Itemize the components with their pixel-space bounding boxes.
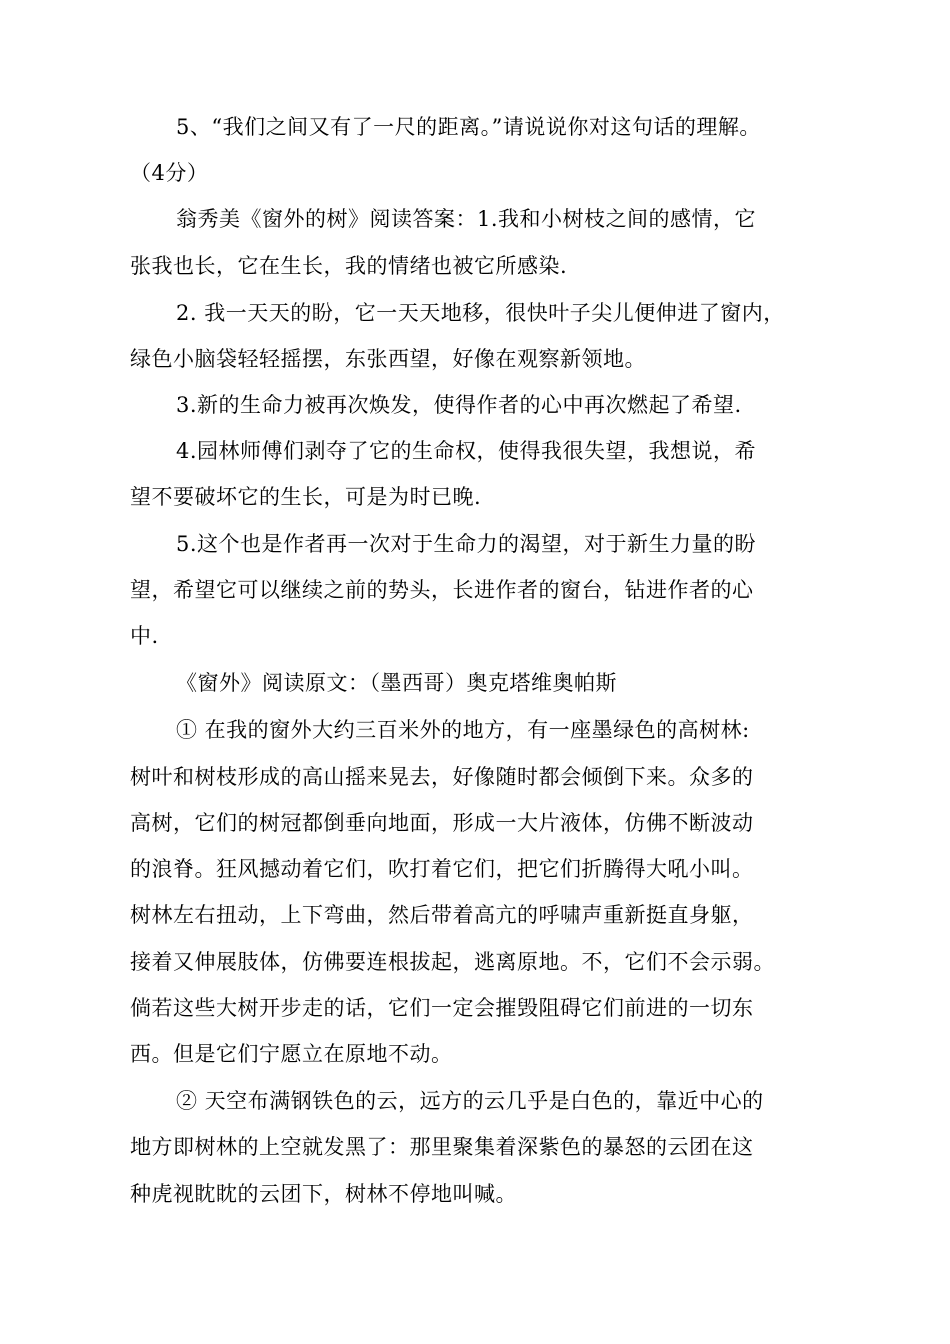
answer-2-line-1: 2. 我一天天的盼，它一天天地移，很快叶子尖儿便伸进了窗内， — [176, 301, 785, 325]
paragraph-2-line-1: ② 天空布满钢铁色的云，远方的云几乎是白色的，靠近中心的 — [176, 1089, 764, 1113]
answer-intro-line-2: 张我也长，它在生长，我的情绪也被它所感染. — [130, 254, 568, 278]
paragraph-1-line-6: 接着又伸展肢体，仿佛要连根拔起，逃离原地。不，它们不会示弱。 — [130, 950, 775, 974]
paragraph-1-line-1: ① 在我的窗外大约三百米外的地方，有一座墨绿色的高树林: — [176, 718, 750, 742]
question-5-line-1: 5、“我们之间又有了一尺的距离。”请说说你对这句话的理解。 — [176, 115, 761, 139]
paragraph-1-line-7: 倘若这些大树开步走的话，它们一定会摧毁阻碍它们前进的一切东 — [130, 996, 754, 1020]
question-5-line-2: （4分） — [130, 161, 209, 185]
answer-4-line-1: 4.园林师傅们剥夺了它的生命权，使得我很失望，我想说，希 — [176, 439, 757, 463]
answer-intro-line-1: 翁秀美《窗外的树》阅读答案：1.我和小树枝之间的感情，它 — [176, 207, 757, 231]
original-text-heading: 《窗外》阅读原文：（墨西哥）奥克塔维奥帕斯 — [176, 671, 617, 695]
paragraph-1-line-4: 的浪脊。狂风撼动着它们，吹打着它们，把它们折腾得大吼小叫。 — [130, 857, 754, 881]
paragraph-1-line-2: 树叶和树枝形成的高山摇来晃去，好像随时都会倾倒下来。众多的 — [130, 765, 754, 789]
paragraph-1-line-3: 高树，它们的树冠都倒垂向地面，形成一大片液体，仿佛不断波动 — [130, 811, 754, 835]
answer-4-line-2: 望不要破坏它的生长，可是为时已晚. — [130, 485, 482, 509]
answer-3-line: 3.新的生命力被再次焕发，使得作者的心中再次燃起了希望. — [176, 393, 742, 417]
paragraph-1-line-8: 西。但是它们宁愿立在原地不动。 — [130, 1042, 453, 1066]
paragraph-2-line-2: 地方即树林的上空就发黑了：那里聚集着深紫色的暴怒的云团在这 — [130, 1135, 754, 1159]
answer-2-line-2: 绿色小脑袋轻轻摇摆，东张西望，好像在观察新领地。 — [130, 347, 646, 371]
answer-5-line-1: 5.这个也是作者再一次对于生命力的渴望，对于新生力量的盼 — [176, 532, 757, 556]
paragraph-2-line-3: 种虎视眈眈的云团下，树林不停地叫喊。 — [130, 1182, 517, 1206]
answer-5-line-2: 望，希望它可以继续之前的势头，长进作者的窗台，钻进作者的心 — [130, 578, 754, 602]
paragraph-1-line-5: 树林左右扭动，上下弯曲，然后带着高亢的呼啸声重新挺直身躯， — [130, 903, 754, 927]
answer-5-line-3: 中. — [130, 624, 159, 648]
